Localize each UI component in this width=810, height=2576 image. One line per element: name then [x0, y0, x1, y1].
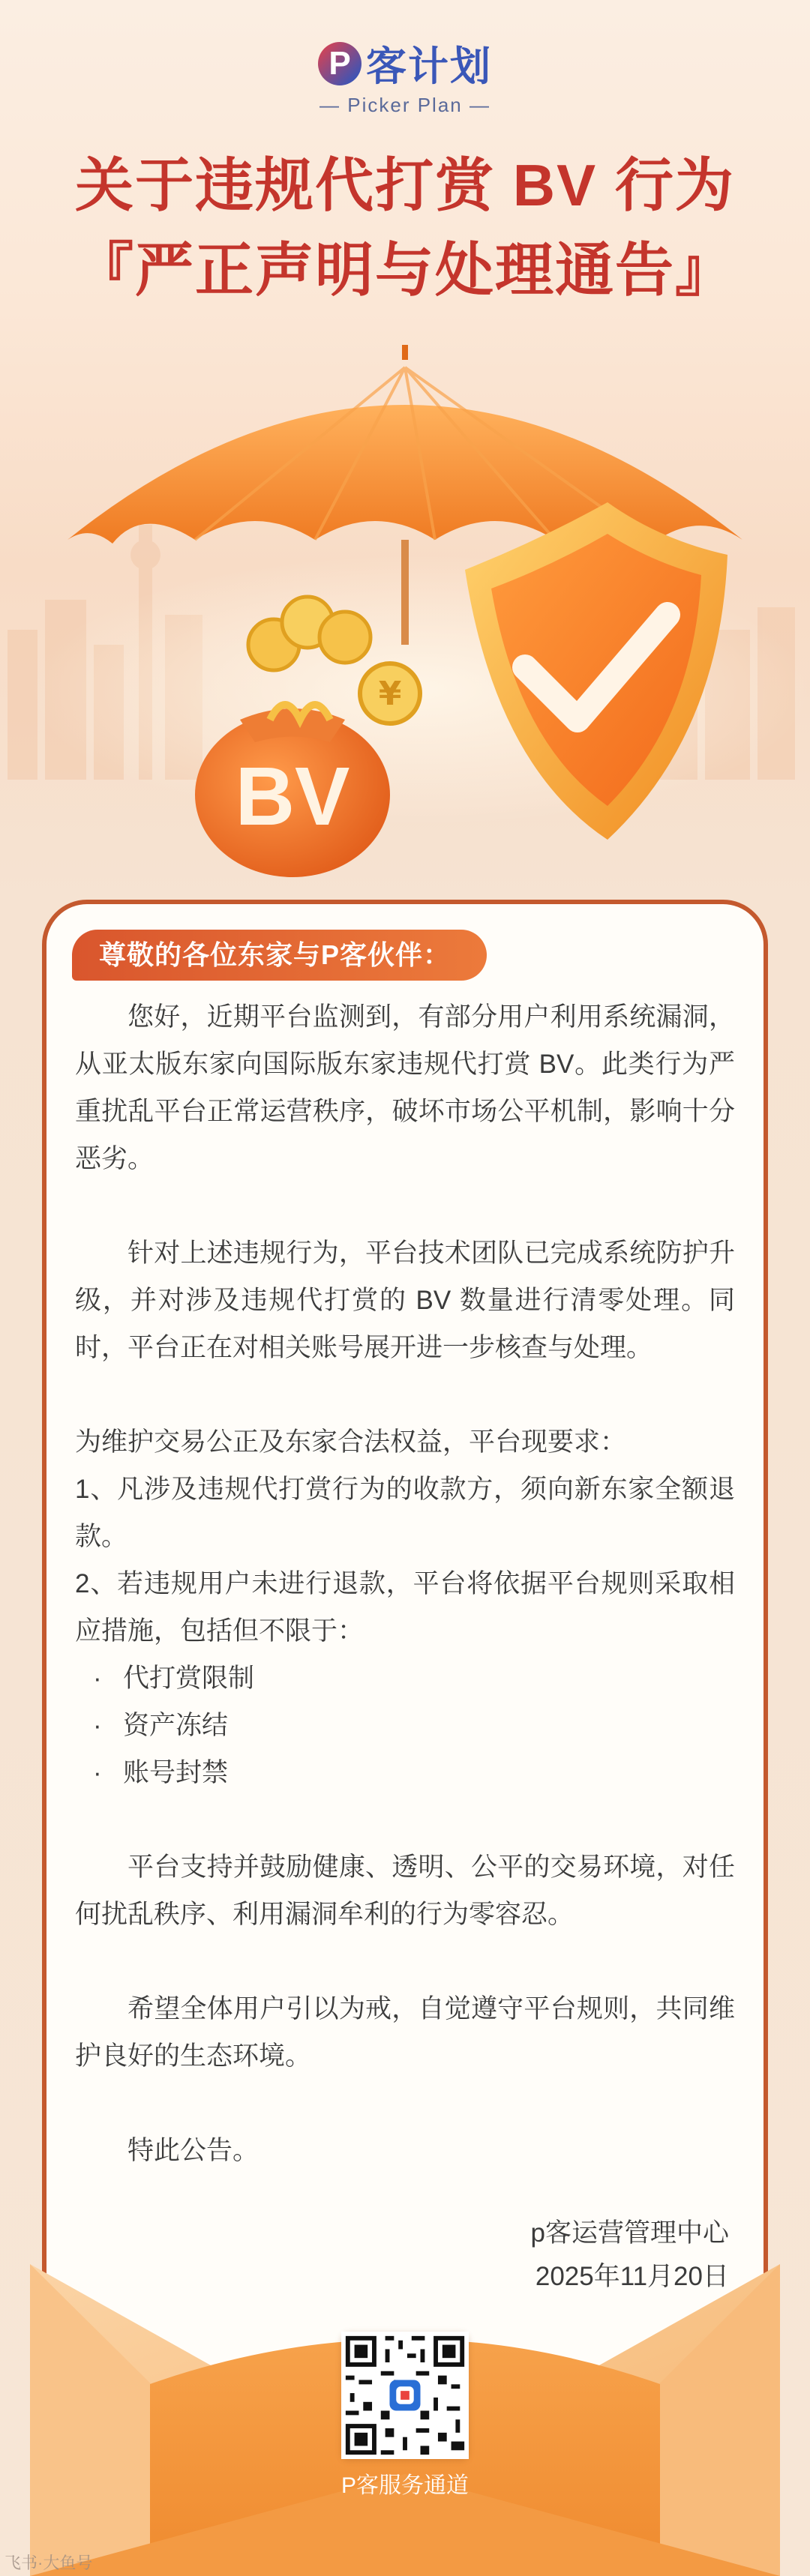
bag-label: BV [235, 750, 350, 843]
requirements-intro: 为维护交易公正及东家合法权益，平台现要求： [75, 1427, 627, 1457]
paragraph-3: 平台支持并鼓励健康、透明、公平的交易环境，对任何扰乱秩序、利用漏洞牟利的行为零容忍。 [75, 1853, 735, 1929]
brand-logo [0, 34, 810, 117]
signature-date: 2025年11月20日 [535, 2262, 729, 2291]
logo-text: 客计划 [366, 44, 492, 89]
greeting-banner: 尊敬的各位东家与P客伙伴： [72, 930, 487, 981]
measures-list [75, 1655, 735, 1796]
list-item: · 账号封禁 [93, 1758, 229, 1787]
watermark: 飞书·大鱼号 [4, 2554, 93, 2572]
paragraph-2: 针对上述违规行为，平台技术团队已完成系统防护升级，并对涉及违规代打赏的 BV 数量进行清零处理。同时，平台正在对相关账号展开进一步核查与处理。 [75, 1239, 735, 1362]
list-item: · 资产冻结 [93, 1711, 229, 1740]
closing: 特此公告。 [128, 2136, 260, 2165]
paragraph-4: 希望全体用户引以为戒，自觉遵守平台规则，共同维护良好的生态环境。 [75, 1994, 735, 2071]
coin-symbol: ¥ [378, 675, 402, 713]
page-subtitle: 『严正声明与处理通告』 [74, 237, 735, 303]
paragraph-1: 您好，近期平台监测到，有部分用户利用系统漏洞，从亚太版东家向国际版东家违规代打赏 BV。此类行为严重扰乱平台正常运营秩序，破坏市场公平机制，影响十分恶劣。 [75, 1002, 735, 1173]
qr-caption: P客服务通道 [340, 2473, 469, 2498]
page-title: 关于违规代打赏 BV 行为 [75, 152, 735, 218]
list-item: · 代打赏限制 [93, 1664, 255, 1693]
notice-body [75, 993, 735, 2221]
hero-illustration [0, 315, 810, 915]
logo-mark: P [318, 42, 362, 85]
qr-code-icon [341, 2332, 469, 2459]
signature-org: p客运营管理中心 [530, 2218, 729, 2248]
qr-code[interactable] [341, 2332, 469, 2459]
logo-english: — Picker Plan — [320, 94, 490, 116]
requirement-1: 1、凡涉及违规代打赏行为的收款方，须向新东家全额退款。 [75, 1475, 735, 1551]
requirement-2: 2、若违规用户未进行退款，平台将依据平台规则采取相应措施，包括但不限于： [75, 1569, 735, 1646]
